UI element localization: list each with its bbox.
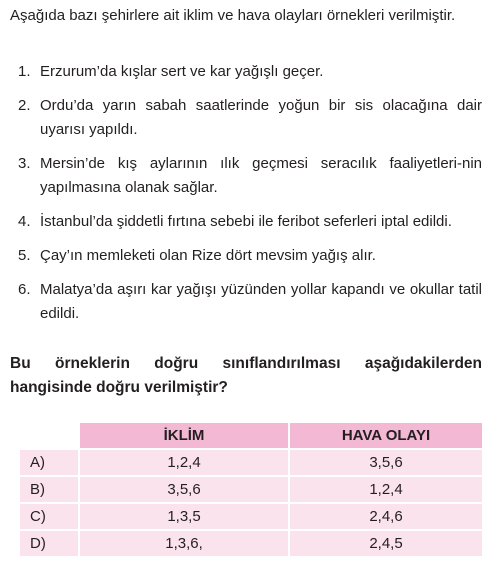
- list-item: [10, 94, 482, 142]
- hava-cell: 1,2,4: [288, 477, 482, 504]
- answer-options-table: [20, 423, 482, 558]
- item-number: 3.: [18, 155, 31, 172]
- example-list: [10, 60, 482, 336]
- item-number: 4.: [18, 213, 31, 230]
- option-letter[interactable]: A): [20, 450, 78, 477]
- item-text: Mersin’de kış aylarının ılık geçmesi seracılık faaliyetleri-nin yapılmasına olanak sağlar.: [40, 155, 482, 196]
- option-letter[interactable]: B): [20, 477, 78, 504]
- option-row-a[interactable]: [20, 450, 482, 477]
- intro-text: Aşağıda bazı şehirlere ait iklim ve hava olayları örnekleri verilmiştir.: [10, 7, 456, 24]
- list-item: [10, 210, 482, 234]
- item-text: Erzurum’da kışlar sert ve kar yağışlı geçer.: [40, 63, 324, 80]
- option-row-b[interactable]: [20, 477, 482, 504]
- hava-cell: 2,4,6: [288, 504, 482, 531]
- list-item: [10, 152, 482, 200]
- item-text: Çay’ın memleketi olan Rize dört mevsim yağış alır.: [40, 247, 376, 264]
- hava-cell: 3,5,6: [288, 450, 482, 477]
- option-row-d[interactable]: [20, 531, 482, 558]
- item-number: 2.: [18, 97, 31, 114]
- item-number: 6.: [18, 281, 31, 298]
- iklim-cell: 1,3,5: [78, 504, 288, 531]
- iklim-cell: 1,2,4: [78, 450, 288, 477]
- table-header-row: [20, 423, 482, 450]
- header-iklim: İKLİM: [78, 423, 288, 450]
- list-item: [10, 60, 482, 84]
- iklim-cell: 1,3,6,: [78, 531, 288, 558]
- question-text: Bu örneklerin doğru sınıflandırılması aşağıdakilerden hangisinde doğru verilmiştir?: [10, 355, 482, 396]
- iklim-cell: 3,5,6: [78, 477, 288, 504]
- item-number: 1.: [18, 63, 31, 80]
- hava-cell: 2,4,5: [288, 531, 482, 558]
- item-number: 5.: [18, 247, 31, 264]
- item-text: Ordu’da yarın sabah saatlerinde yoğun bir sis olacağına dair uyarısı yapıldı.: [40, 97, 482, 138]
- header-hava-olayi: HAVA OLAYI: [288, 423, 482, 450]
- item-text: Malatya’da aşırı kar yağışı yüzünden yollar kapandı ve okullar tatil edildi.: [40, 281, 482, 322]
- table-header-blank: [20, 423, 78, 450]
- option-row-c[interactable]: [20, 504, 482, 531]
- item-text: İstanbul’da şiddetli fırtına sebebi ile feribot seferleri iptal edildi.: [40, 213, 452, 230]
- option-letter[interactable]: C): [20, 504, 78, 531]
- list-item: [10, 244, 482, 268]
- option-letter[interactable]: D): [20, 531, 78, 558]
- list-item: [10, 278, 482, 326]
